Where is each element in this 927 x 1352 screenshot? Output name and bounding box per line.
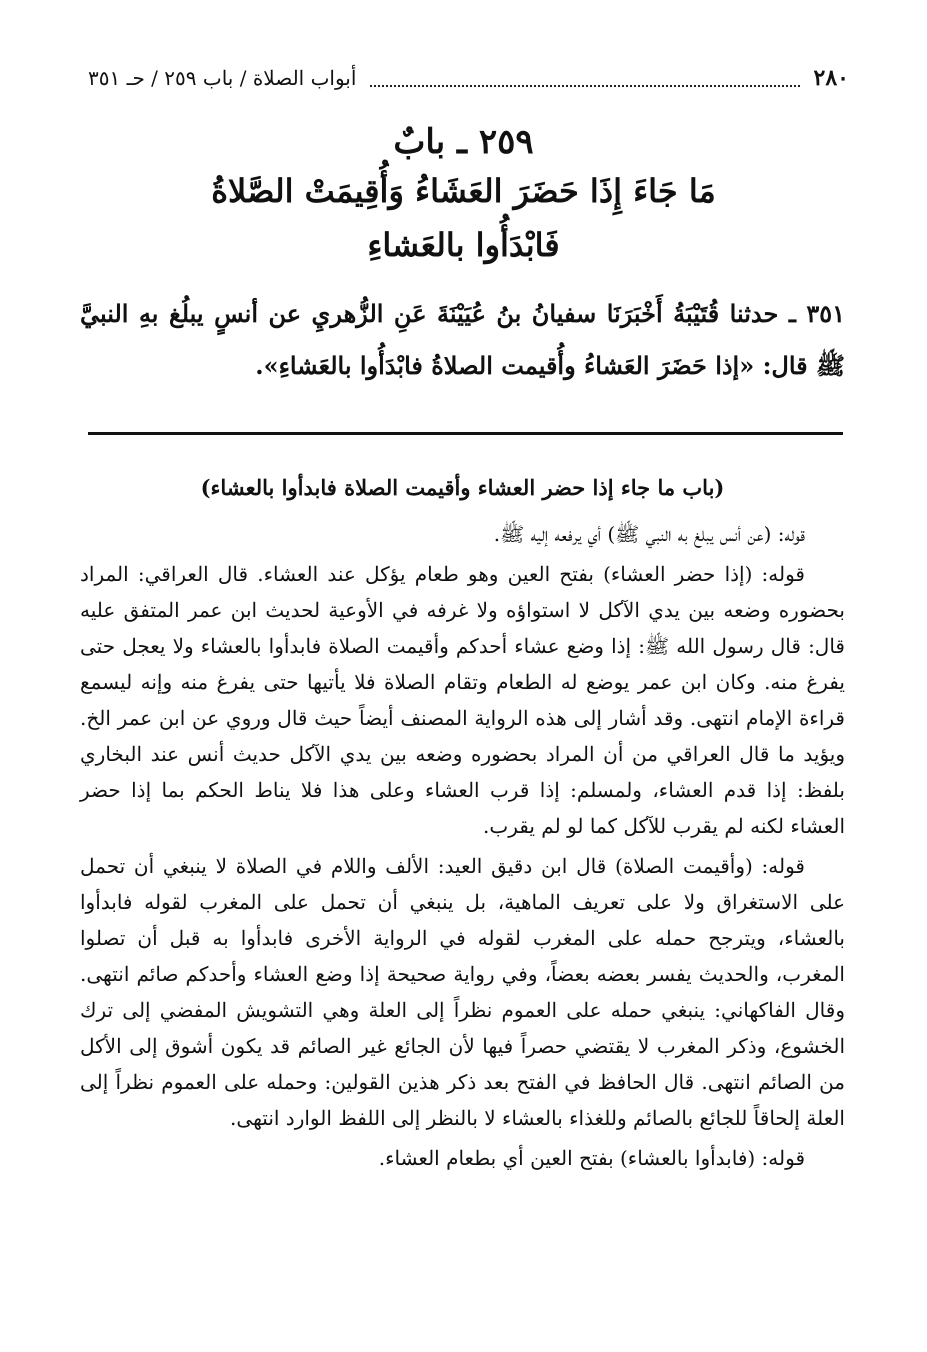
hadith-text: ٣٥١ ـ حدثنا قُتَيْبَةُ أَخْبَرَنَا سفيانُ بنُ عُيَيْنَةَ عَنِ الزُّهريِ عن أنسٍ يبلُغ بهِ النبيَّ ﷺ قال: «إذا حَضَرَ العَشاءُ وأُقيمت الصلاةُ فابْدَأُوا بالعَشاءِ». [80,299,846,380]
commentary-paragraph: قوله: (وأقيمت الصلاة) قال ابن دقيق العيد: الألف واللام في الصلاة لا ينبغي أن تحمل على الاستغراق ولا على تعريف الماهية، بل ينبغي أن تحمل على المغرب لقوله فابدأوا بالعشاء، ويترجح حمله على المغرب لقوله في الرواية الأخرى فابدأوا به قبل أن تصلوا المغرب، والحديث يفسر بعضه بعضاً، وفي رواية صحيحة إذا وضع العشاء وأحدكم صائم انتهى. وقال الفاكهاني: ينبغي حمله على العموم نظراً إلى العلة وهي التشويش المفضي إلى ترك الخشوع، وذكر المغرب لا يقتضي حصراً فيها لأن الجائع غير الصائم قد يكون أشوق إلى الأكل من الصائم انتهى. قال الحافظ في الفتح بعد ذكر هذين القولين: وحمله على العموم نظراً إلى العلة إلحاقاً للجائع بالصائم وللغذاء بالعشاء لا بالنظر إلى اللفظ الوارد انتهى. [80,854,845,1130]
chapter-title-line-2: فَابْدَأُوا بالعَشاءِ [367,226,560,264]
running-header [88,58,849,98]
commentary [80,470,845,1180]
chapter-number: ٢٥٩ ـ بابٌ [393,122,534,162]
page-number: ٢٨٠ [813,65,849,91]
commentary-paragraph: قوله: (فابدأوا بالعشاء) بفتح العين أي بطعام العشاء. [378,1146,805,1170]
section-divider [88,432,843,435]
chapter-heading [100,120,827,272]
running-header-title: أبواب الصلاة / باب ٢٥٩ / حـ ٣٥١ [88,66,357,90]
commentary-heading: (باب ما جاء إذا حضر العشاء وأقيمت الصلاة فابدأوا بالعشاء) [200,475,725,500]
chapter-title-line-1: مَا جَاءَ إِذَا حَضَرَ العَشَاءُ وَأُقِيمَتْ الصَّلاةُ [211,172,716,210]
commentary-paragraph: قوله: (إذا حضر العشاء) بفتح العين وهو طعام يؤكل عند العشاء. قال العراقي: المراد بحضوره وضعه بين يدي الآكل لا استواؤه ولا غرفه في الأوعية لحديث ابن عمر المتفق عليه قال: قال رسول الله ﷺ: إذا وضع عشاء أحدكم وأقيمت الصلاة فابدأوا بالعشاء ولا يعجل حتى يفرغ منه. وكان ابن عمر يوضع له الطعام وتقام الصلاة فلا يأتيها حتى يفرغ منه وإنه ليسمع قراءة الإمام انتهى. وقد أشار إلى هذه الرواية المصنف أيضاً حيث قال وروي عن ابن عمر الخ. ويؤيد ما قال العراقي من أن المراد بحضوره وضعه بين يدي الآكل حديث أنس عند البخاري بلفظ: إذا قدم العشاء، ولمسلم: إذا قرب العشاء وعلى هذا فلا يناط الحكم بما إذا حضر العشاء لكنه لم يقرب للآكل كما لو لم يقرب. [80,562,845,838]
commentary-paragraph: قوله: (عن أنس يبلغ به النبي ﷺ) أي يرفعه إليه ﷺ. [493,522,805,546]
header-leader-dots [370,85,799,87]
